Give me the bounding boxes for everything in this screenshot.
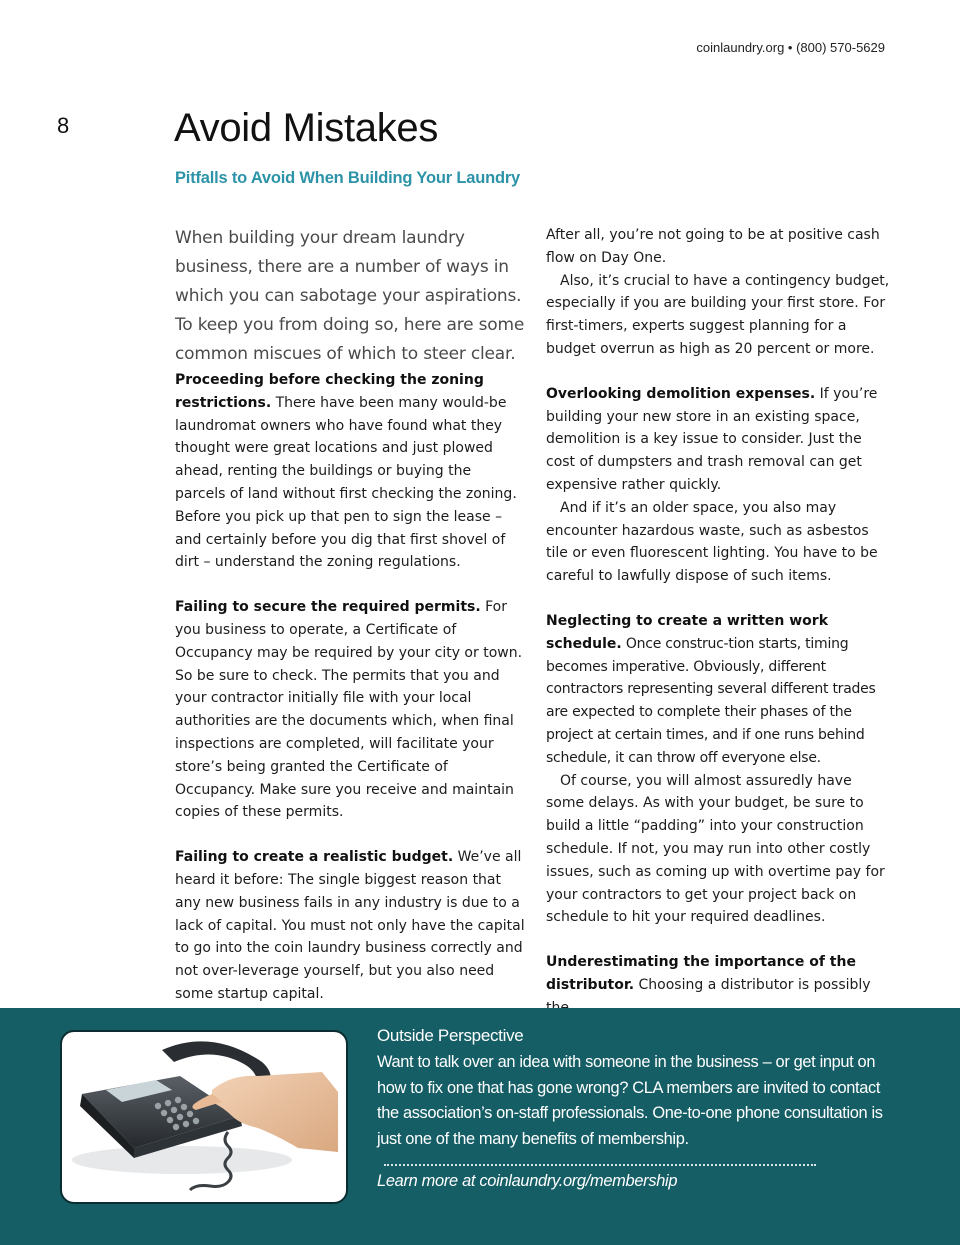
- dotted-divider: [384, 1164, 816, 1166]
- left-column: [175, 224, 525, 1006]
- banner-heading: Outside Perspective: [377, 1026, 524, 1045]
- demolition-lead: Overlooking demolition expenses.: [546, 385, 816, 402]
- demolition-paragraph: [546, 383, 894, 497]
- banner-body: Want to talk over an idea with someone in the business – or get input on how to fix one that has gone wrong? CLA members are invited to contact the association’s on-staff professionals. One-to-one phone consultation is just one of the many benefits of membership.: [377, 1053, 883, 1148]
- phone-shadow: [72, 1146, 292, 1174]
- right-column: [546, 224, 894, 1020]
- hand: [212, 1072, 338, 1152]
- permits-body: For you business to operate, a Certificate of Occupancy may be required by your city or town. So be sure to check. The permits that you and your contractor initially file with your local authorities are the documents which, when final inspections are completed, will facilitate your store’s being granted the Certificate of Occupancy. Make sure you receive and maintain copies of these permits.: [175, 599, 523, 821]
- permits-paragraph: [175, 596, 525, 824]
- budget-paragraph: [175, 846, 525, 1006]
- hazardous-paragraph: And if it’s an older space, you also may encounter hazardous waste, such as asbestos tile or even fluorescent lighting. You have to be careful to lawfully dispose of such items.: [546, 499, 878, 585]
- page-subtitle: Pitfalls to Avoid When Building Your Laundry: [175, 169, 521, 187]
- distributor-body: Choosing a distributor is possibly: [638, 976, 871, 993]
- permits-lead: Failing to secure the required permits.: [175, 599, 481, 616]
- intro-paragraph: When building your dream laundry business, there are a number of ways in which you can sabotage your aspirations. To keep you from doing so, here are some common miscues of which to steer clear.: [175, 228, 525, 364]
- contingency-paragraph: Also, it’s crucial to have a contingency budget, especially if you are building your first store. For first-timers, experts suggest planning for a budget overrun as high as 20 percent or more.: [546, 272, 890, 357]
- page-title: Avoid Mistakes: [174, 106, 439, 150]
- schedule-body: Once construc-tion starts, timing becomes imperative. Obviously, different contractors representing several different trades are expected to complete their phases of the project at certain times, and if one runs behind schedule, it can throw off everyone else.: [546, 635, 876, 766]
- budget-body: We’ve all heard it before: The single biggest reason that any new business fails in any industry is due to a lack of capital. You must not only have the capital to go into the coin laundry business correctly and not over-leverage yourself, but you also need some startup capital.: [175, 849, 525, 1002]
- zoning-body: There have been many would-be laundromat owners who have found what they thought were great locations and just plowed ahead, renting the buildings or buying the parcels of land without first checking the zoning. Before you pick up that pen to sign the lease – and certainly before you dig that first shovel of dirt – understand the zoning regulations.: [175, 394, 517, 571]
- telephone-photo: [60, 1030, 348, 1204]
- budget-continued: After all, you’re not going to be at positive cash flow on Day One.: [546, 227, 880, 266]
- header-contact-info: coinlaundry.org • (800) 570-5629: [696, 40, 885, 55]
- distributor-lead: Underestimating the importance of the distributor.: [546, 954, 856, 993]
- budget-lead: Failing to create a realistic budget.: [175, 849, 454, 866]
- delays-paragraph: Of course, you will almost assuredly have some delays. As with your budget, be sure to build a little “padding” into your construction schedule. If not, you may run into other costly issues, such as coming up with overtime pay for your contractors to get your project back on schedule to hit your required deadlines.: [546, 772, 885, 926]
- zoning-paragraph: [175, 369, 525, 574]
- telephone-illustration: [62, 1032, 346, 1202]
- demolition-body: If you’re building your new store in an existing space, demolition is a key issue to consider. Just the cost of dumpsters and trash removal can get expensive rather quickly.: [546, 385, 878, 493]
- zoning-lead: Proceeding before checking the zoning restrictions.: [175, 372, 484, 411]
- membership-link[interactable]: Learn more at coinlaundry.org/membership: [377, 1172, 678, 1190]
- page-number: 8: [57, 113, 70, 138]
- banner-text: [377, 1026, 897, 1191]
- schedule-paragraph: [546, 610, 894, 770]
- schedule-lead: Neglecting to create a written work schedule.: [546, 612, 829, 652]
